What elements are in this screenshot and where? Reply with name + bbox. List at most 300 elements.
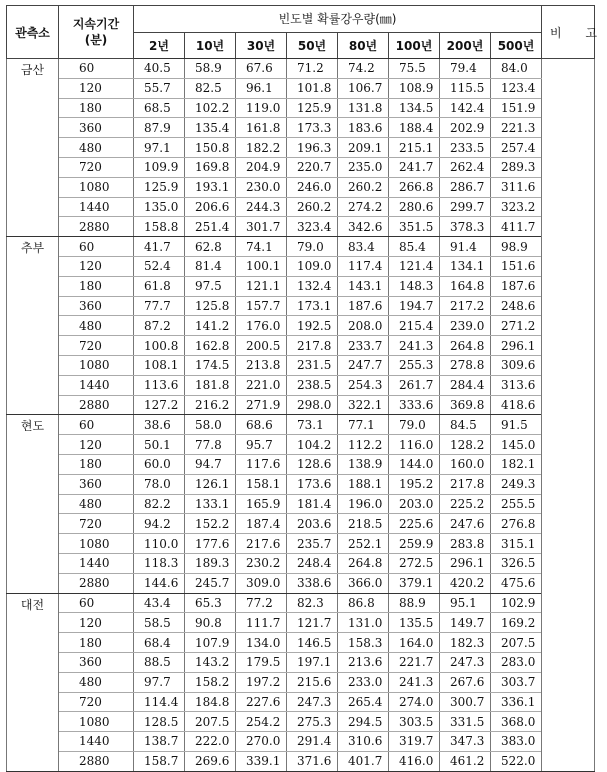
duration-cell: 60 [59, 415, 134, 435]
rainfall-value-cell: 182.3 [440, 633, 491, 653]
table-row [7, 435, 595, 455]
duration-cell: 120 [59, 613, 134, 633]
rainfall-value-cell: 182.2 [236, 138, 287, 158]
rainfall-value-cell: 331.5 [440, 712, 491, 732]
rainfall-value-cell: 68.5 [134, 98, 185, 118]
duration-cell: 1080 [59, 177, 134, 197]
rainfall-value-cell: 183.6 [338, 118, 389, 138]
table-row [7, 197, 595, 217]
duration-cell: 2880 [59, 217, 134, 237]
table-row [7, 237, 595, 257]
rainfall-value-cell: 213.8 [236, 355, 287, 375]
rainfall-value-cell: 161.8 [236, 118, 287, 138]
rainfall-value-cell: 378.3 [440, 217, 491, 237]
table-row [7, 336, 595, 356]
rainfall-value-cell: 270.0 [236, 732, 287, 752]
rainfall-value-cell: 157.7 [236, 296, 287, 316]
duration-cell: 720 [59, 157, 134, 177]
rainfall-value-cell: 196.0 [338, 494, 389, 514]
rainfall-value-cell: 260.2 [287, 197, 338, 217]
table-row [7, 78, 595, 98]
rainfall-value-cell: 255.3 [389, 355, 440, 375]
rainfall-value-cell: 244.3 [236, 197, 287, 217]
rainfall-value-cell: 313.6 [491, 375, 542, 395]
table-row [7, 494, 595, 514]
duration-cell: 1440 [59, 553, 134, 573]
rainfall-value-cell: 158.1 [236, 474, 287, 494]
station-name: 현도 [7, 415, 59, 593]
rainfall-value-cell: 83.4 [338, 237, 389, 257]
rainfall-value-cell: 123.4 [491, 78, 542, 98]
header-row-top [7, 6, 595, 33]
rainfall-value-cell: 50.1 [134, 435, 185, 455]
frequency-header: 10년 [185, 32, 236, 59]
rainfall-value-cell: 184.8 [185, 692, 236, 712]
rainfall-value-cell: 187.6 [338, 296, 389, 316]
duration-cell: 1080 [59, 712, 134, 732]
rainfall-value-cell: 221.7 [389, 652, 440, 672]
rainfall-value-cell: 77.8 [185, 435, 236, 455]
rainfall-value-cell: 187.6 [491, 276, 542, 296]
rainfall-value-cell: 52.4 [134, 256, 185, 276]
rainfall-value-cell: 247.7 [338, 355, 389, 375]
rainfall-value-cell: 338.6 [287, 573, 338, 593]
rainfall-value-cell: 271.2 [491, 316, 542, 336]
rainfall-value-cell: 97.7 [134, 672, 185, 692]
station-name: 대전 [7, 593, 59, 771]
rainfall-value-cell: 177.6 [185, 534, 236, 554]
rainfall-value-cell: 152.2 [185, 514, 236, 534]
rainfall-value-cell: 217.6 [236, 534, 287, 554]
duration-cell: 120 [59, 435, 134, 455]
rainfall-value-cell: 269.6 [185, 751, 236, 771]
rainfall-value-cell: 75.5 [389, 59, 440, 79]
rainfall-value-cell: 336.1 [491, 692, 542, 712]
rainfall-value-cell: 173.1 [287, 296, 338, 316]
rainfall-value-cell: 221.3 [491, 118, 542, 138]
rainfall-value-cell: 173.3 [287, 118, 338, 138]
rainfall-value-cell: 235.7 [287, 534, 338, 554]
rainfall-value-cell: 291.4 [287, 732, 338, 752]
rainfall-value-cell: 77.1 [338, 415, 389, 435]
rainfall-value-cell: 135.5 [389, 613, 440, 633]
rainfall-value-cell: 255.5 [491, 494, 542, 514]
rainfall-value-cell: 300.7 [440, 692, 491, 712]
rainfall-value-cell: 81.4 [185, 256, 236, 276]
rainfall-value-cell: 401.7 [338, 751, 389, 771]
rainfall-value-cell: 100.8 [134, 336, 185, 356]
rainfall-value-cell: 151.6 [491, 256, 542, 276]
rainfall-value-cell: 215.6 [287, 672, 338, 692]
table-row [7, 98, 595, 118]
rainfall-value-cell: 121.1 [236, 276, 287, 296]
table-row [7, 454, 595, 474]
rainfall-value-cell: 143.2 [185, 652, 236, 672]
duration-header-label: 지속기간 [72, 17, 120, 31]
note-column-cell [542, 59, 595, 772]
table-row [7, 355, 595, 375]
rainfall-value-cell: 276.8 [491, 514, 542, 534]
rainfall-value-cell: 107.9 [185, 633, 236, 653]
rainfall-value-cell: 203.0 [389, 494, 440, 514]
table-row [7, 296, 595, 316]
table-row [7, 59, 595, 79]
rainfall-value-cell: 58.9 [185, 59, 236, 79]
rainfall-value-cell: 90.8 [185, 613, 236, 633]
rainfall-value-cell: 79.0 [389, 415, 440, 435]
rainfall-value-cell: 275.3 [287, 712, 338, 732]
rainfall-value-cell: 249.3 [491, 474, 542, 494]
rainfall-value-cell: 265.4 [338, 692, 389, 712]
rainfall-value-cell: 272.5 [389, 553, 440, 573]
rainfall-value-cell: 109.0 [287, 256, 338, 276]
rainfall-value-cell: 368.0 [491, 712, 542, 732]
rainfall-value-cell: 301.7 [236, 217, 287, 237]
rainfall-value-cell: 106.7 [338, 78, 389, 98]
rainfall-value-cell: 284.4 [440, 375, 491, 395]
duration-cell: 480 [59, 672, 134, 692]
table-row [7, 712, 595, 732]
rainfall-value-cell: 283.0 [491, 652, 542, 672]
rainfall-value-cell: 187.4 [236, 514, 287, 534]
rainfall-value-cell: 411.7 [491, 217, 542, 237]
rainfall-value-cell: 125.9 [134, 177, 185, 197]
rainfall-value-cell: 112.2 [338, 435, 389, 455]
rainfall-value-cell: 88.5 [134, 652, 185, 672]
frequency-header: 80년 [338, 32, 389, 59]
rainfall-value-cell: 160.0 [440, 454, 491, 474]
rainfall-value-cell: 138.9 [338, 454, 389, 474]
rainfall-value-cell: 100.1 [236, 256, 287, 276]
rainfall-value-cell: 162.8 [185, 336, 236, 356]
rainfall-value-cell: 62.8 [185, 237, 236, 257]
rainfall-value-cell: 148.3 [389, 276, 440, 296]
rainfall-value-cell: 189.3 [185, 553, 236, 573]
duration-cell: 60 [59, 593, 134, 613]
rainfall-value-cell: 158.8 [134, 217, 185, 237]
rainfall-value-cell: 351.5 [389, 217, 440, 237]
rainfall-value-cell: 60.0 [134, 454, 185, 474]
rainfall-value-cell: 119.0 [236, 98, 287, 118]
duration-cell: 720 [59, 692, 134, 712]
duration-cell: 480 [59, 494, 134, 514]
rainfall-value-cell: 134.1 [440, 256, 491, 276]
rainfall-value-cell: 271.9 [236, 395, 287, 415]
rainfall-value-cell: 110.0 [134, 534, 185, 554]
rainfall-value-cell: 225.2 [440, 494, 491, 514]
rainfall-value-cell: 193.1 [185, 177, 236, 197]
rainfall-value-cell: 266.8 [389, 177, 440, 197]
rainfall-value-cell: 149.7 [440, 613, 491, 633]
rainfall-value-cell: 79.4 [440, 59, 491, 79]
rainfall-value-cell: 102.9 [491, 593, 542, 613]
rainfall-value-cell: 204.9 [236, 157, 287, 177]
rainfall-value-cell: 94.2 [134, 514, 185, 534]
rainfall-value-cell: 213.6 [338, 652, 389, 672]
rainfall-value-cell: 108.9 [389, 78, 440, 98]
rainfall-value-cell: 274.0 [389, 692, 440, 712]
rainfall-value-cell: 65.3 [185, 593, 236, 613]
rainfall-value-cell: 181.8 [185, 375, 236, 395]
rainfall-value-cell: 125.9 [287, 98, 338, 118]
duration-cell: 120 [59, 256, 134, 276]
rainfall-value-cell: 181.4 [287, 494, 338, 514]
rainfall-value-cell: 241.7 [389, 157, 440, 177]
frequency-header: 50년 [287, 32, 338, 59]
duration-cell: 360 [59, 652, 134, 672]
duration-header [59, 6, 134, 59]
rainfall-value-cell: 309.6 [491, 355, 542, 375]
rainfall-value-cell: 73.1 [287, 415, 338, 435]
rainfall-value-cell: 113.6 [134, 375, 185, 395]
rainfall-value-cell: 369.8 [440, 395, 491, 415]
rainfall-value-cell: 164.0 [389, 633, 440, 653]
rainfall-value-cell: 339.1 [236, 751, 287, 771]
rainfall-value-cell: 216.2 [185, 395, 236, 415]
rainfall-value-cell: 87.9 [134, 118, 185, 138]
rainfall-value-cell: 138.7 [134, 732, 185, 752]
rainfall-value-cell: 141.2 [185, 316, 236, 336]
rainfall-value-cell: 239.0 [440, 316, 491, 336]
rainfall-value-cell: 82.3 [287, 593, 338, 613]
duration-cell: 180 [59, 454, 134, 474]
station-header: 관측소 [7, 6, 59, 59]
duration-header-unit: (분) [84, 33, 108, 47]
rainfall-value-cell: 158.2 [185, 672, 236, 692]
rainfall-value-cell: 58.0 [185, 415, 236, 435]
duration-cell: 1080 [59, 534, 134, 554]
rainfall-value-cell: 128.2 [440, 435, 491, 455]
table-row [7, 157, 595, 177]
rainfall-value-cell: 176.0 [236, 316, 287, 336]
rainfall-value-cell: 97.5 [185, 276, 236, 296]
rainfall-value-cell: 207.5 [185, 712, 236, 732]
rainfall-value-cell: 87.2 [134, 316, 185, 336]
frequency-header: 200년 [440, 32, 491, 59]
rainfall-value-cell: 98.9 [491, 237, 542, 257]
rainfall-value-cell: 221.0 [236, 375, 287, 395]
table-row [7, 534, 595, 554]
rainfall-value-cell: 188.1 [338, 474, 389, 494]
rainfall-value-cell: 84.0 [491, 59, 542, 79]
rainfall-value-cell: 217.2 [440, 296, 491, 316]
rainfall-value-cell: 251.4 [185, 217, 236, 237]
duration-cell: 60 [59, 237, 134, 257]
rainfall-value-cell: 286.7 [440, 177, 491, 197]
rainfall-value-cell: 182.1 [491, 454, 542, 474]
frequency-header: 100년 [389, 32, 440, 59]
rainfall-value-cell: 68.6 [236, 415, 287, 435]
table-row [7, 514, 595, 534]
rainfall-value-cell: 79.0 [287, 237, 338, 257]
rainfall-value-cell: 280.6 [389, 197, 440, 217]
probability-rainfall-sheet [6, 5, 607, 772]
rainfall-value-cell: 245.7 [185, 573, 236, 593]
table-row [7, 415, 595, 435]
rainfall-value-cell: 247.3 [440, 652, 491, 672]
rainfall-value-cell: 121.4 [389, 256, 440, 276]
rainfall-value-cell: 383.0 [491, 732, 542, 752]
table-row [7, 395, 595, 415]
rainfall-value-cell: 248.4 [287, 553, 338, 573]
rainfall-value-cell: 208.0 [338, 316, 389, 336]
rainfall-value-cell: 326.5 [491, 553, 542, 573]
rainfall-value-cell: 68.4 [134, 633, 185, 653]
rainfall-value-cell: 114.4 [134, 692, 185, 712]
rainfall-value-cell: 158.7 [134, 751, 185, 771]
rainfall-value-cell: 132.4 [287, 276, 338, 296]
frequency-group-header: 빈도별 확률강우량(㎜) [134, 6, 542, 33]
rainfall-value-cell: 111.7 [236, 613, 287, 633]
table-row [7, 751, 595, 771]
rainfall-value-cell: 233.5 [440, 138, 491, 158]
table-row [7, 573, 595, 593]
rainfall-value-cell: 61.8 [134, 276, 185, 296]
rainfall-value-cell: 309.0 [236, 573, 287, 593]
rainfall-value-cell: 179.5 [236, 652, 287, 672]
rainfall-value-cell: 58.5 [134, 613, 185, 633]
table-row [7, 138, 595, 158]
rainfall-value-cell: 126.1 [185, 474, 236, 494]
rainfall-value-cell: 319.7 [389, 732, 440, 752]
rainfall-value-cell: 118.3 [134, 553, 185, 573]
rainfall-value-cell: 84.5 [440, 415, 491, 435]
rainfall-value-cell: 142.4 [440, 98, 491, 118]
duration-cell: 2880 [59, 751, 134, 771]
rainfall-value-cell: 247.6 [440, 514, 491, 534]
rainfall-value-cell: 278.8 [440, 355, 491, 375]
rainfall-value-cell: 267.6 [440, 672, 491, 692]
rainfall-value-cell: 116.0 [389, 435, 440, 455]
rainfall-value-cell: 43.4 [134, 593, 185, 613]
rainfall-value-cell: 74.1 [236, 237, 287, 257]
rainfall-value-cell: 235.0 [338, 157, 389, 177]
rainfall-value-cell: 135.4 [185, 118, 236, 138]
rainfall-value-cell: 366.0 [338, 573, 389, 593]
rainfall-value-cell: 134.0 [236, 633, 287, 653]
rainfall-value-cell: 342.6 [338, 217, 389, 237]
rainfall-value-cell: 117.6 [236, 454, 287, 474]
rainfall-value-cell: 218.5 [338, 514, 389, 534]
duration-cell: 60 [59, 59, 134, 79]
rainfall-value-cell: 241.3 [389, 336, 440, 356]
rainfall-value-cell: 241.3 [389, 672, 440, 692]
probability-rainfall-table [6, 5, 607, 772]
duration-cell: 2880 [59, 395, 134, 415]
rainfall-value-cell: 95.7 [236, 435, 287, 455]
rainfall-value-cell: 77.7 [134, 296, 185, 316]
rainfall-value-cell: 238.5 [287, 375, 338, 395]
rainfall-value-cell: 71.2 [287, 59, 338, 79]
rainfall-value-cell: 323.4 [287, 217, 338, 237]
table-row [7, 593, 595, 613]
table-row [7, 672, 595, 692]
rainfall-value-cell: 164.8 [440, 276, 491, 296]
rainfall-value-cell: 333.6 [389, 395, 440, 415]
rainfall-value-cell: 104.2 [287, 435, 338, 455]
frequency-header: 500년 [491, 32, 542, 59]
table-row [7, 177, 595, 197]
rainfall-value-cell: 91.4 [440, 237, 491, 257]
rainfall-value-cell: 323.2 [491, 197, 542, 217]
duration-cell: 360 [59, 474, 134, 494]
rainfall-value-cell: 294.5 [338, 712, 389, 732]
duration-cell: 2880 [59, 573, 134, 593]
rainfall-value-cell: 121.7 [287, 613, 338, 633]
table-row [7, 652, 595, 672]
table-row [7, 474, 595, 494]
rainfall-value-cell: 78.0 [134, 474, 185, 494]
rainfall-value-cell: 192.5 [287, 316, 338, 336]
rainfall-value-cell: 151.9 [491, 98, 542, 118]
rainfall-value-cell: 260.2 [338, 177, 389, 197]
rainfall-value-cell: 169.2 [491, 613, 542, 633]
rainfall-value-cell: 209.1 [338, 138, 389, 158]
duration-cell: 480 [59, 316, 134, 336]
rainfall-value-cell: 217.8 [440, 474, 491, 494]
rainfall-value-cell: 197.1 [287, 652, 338, 672]
rainfall-value-cell: 174.5 [185, 355, 236, 375]
rainfall-value-cell: 215.1 [389, 138, 440, 158]
rainfall-value-cell: 206.6 [185, 197, 236, 217]
rainfall-value-cell: 289.3 [491, 157, 542, 177]
rainfall-value-cell: 371.6 [287, 751, 338, 771]
rainfall-value-cell: 416.0 [389, 751, 440, 771]
rainfall-value-cell: 128.5 [134, 712, 185, 732]
rainfall-value-cell: 117.4 [338, 256, 389, 276]
rainfall-value-cell: 261.7 [389, 375, 440, 395]
rainfall-value-cell: 310.6 [338, 732, 389, 752]
rainfall-value-cell: 146.5 [287, 633, 338, 653]
rainfall-value-cell: 233.0 [338, 672, 389, 692]
duration-cell: 720 [59, 514, 134, 534]
rainfall-value-cell: 127.2 [134, 395, 185, 415]
rainfall-value-cell: 173.6 [287, 474, 338, 494]
rainfall-value-cell: 222.0 [185, 732, 236, 752]
table-row [7, 276, 595, 296]
rainfall-value-cell: 97.1 [134, 138, 185, 158]
rainfall-value-cell: 379.1 [389, 573, 440, 593]
rainfall-value-cell: 296.1 [440, 553, 491, 573]
rainfall-value-cell: 220.7 [287, 157, 338, 177]
rainfall-value-cell: 254.2 [236, 712, 287, 732]
rainfall-value-cell: 217.8 [287, 336, 338, 356]
rainfall-value-cell: 299.7 [440, 197, 491, 217]
table-row [7, 613, 595, 633]
rainfall-value-cell: 91.5 [491, 415, 542, 435]
rainfall-value-cell: 233.7 [338, 336, 389, 356]
table-row [7, 217, 595, 237]
rainfall-value-cell: 475.6 [491, 573, 542, 593]
rainfall-value-cell: 195.2 [389, 474, 440, 494]
rainfall-value-cell: 252.1 [338, 534, 389, 554]
duration-cell: 360 [59, 118, 134, 138]
rainfall-value-cell: 77.2 [236, 593, 287, 613]
duration-cell: 120 [59, 78, 134, 98]
duration-cell: 180 [59, 633, 134, 653]
rainfall-value-cell: 102.2 [185, 98, 236, 118]
rainfall-value-cell: 135.0 [134, 197, 185, 217]
station-name: 추부 [7, 237, 59, 415]
rainfall-value-cell: 67.6 [236, 59, 287, 79]
rainfall-value-cell: 225.6 [389, 514, 440, 534]
rainfall-value-cell: 74.2 [338, 59, 389, 79]
rainfall-value-cell: 296.1 [491, 336, 542, 356]
rainfall-value-cell: 215.4 [389, 316, 440, 336]
rainfall-value-cell: 165.9 [236, 494, 287, 514]
rainfall-value-cell: 115.5 [440, 78, 491, 98]
rainfall-value-cell: 109.9 [134, 157, 185, 177]
